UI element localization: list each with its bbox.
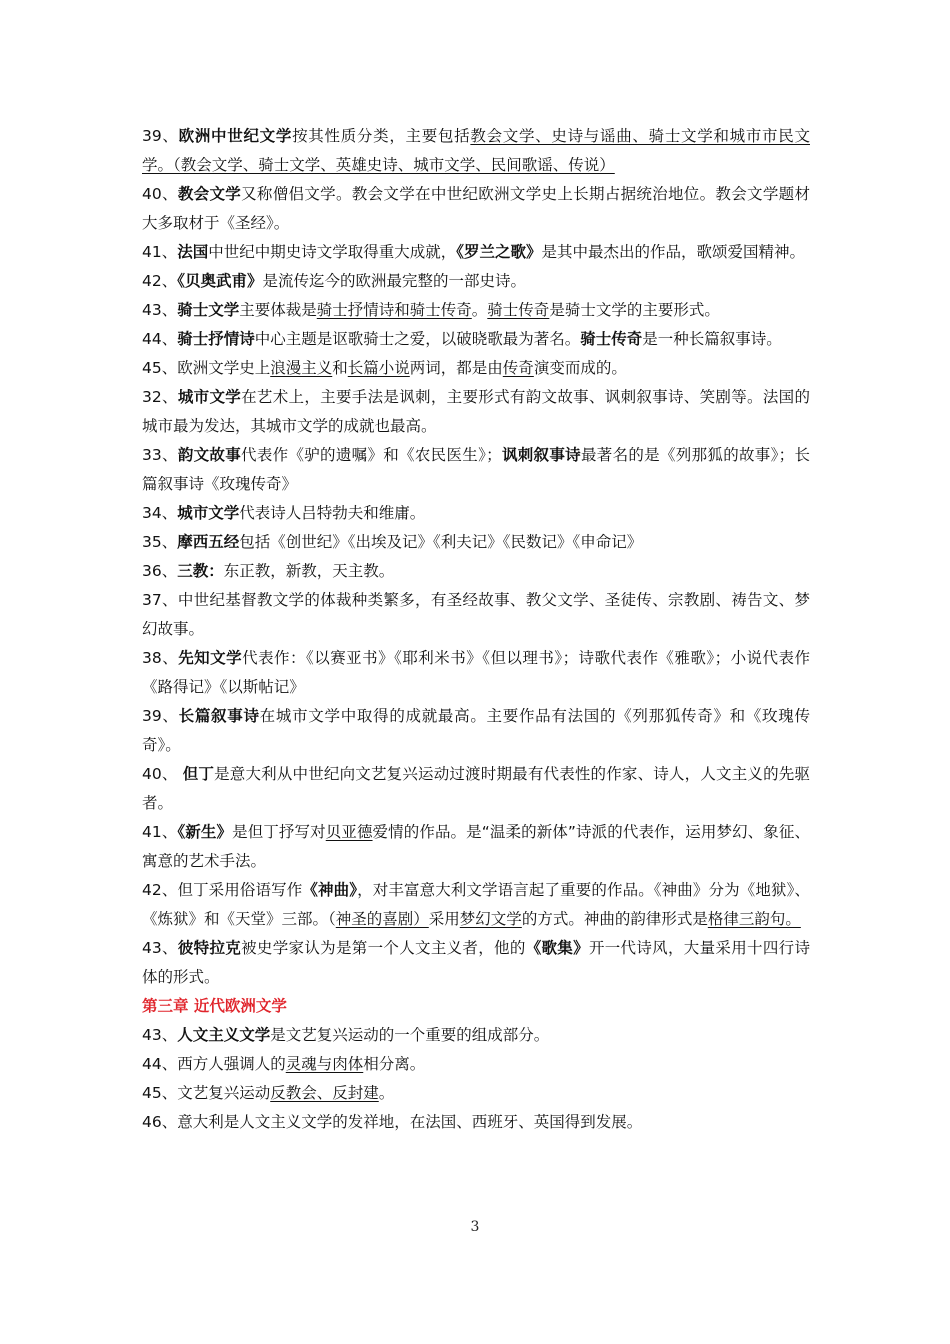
text-segment: 40、 [142,765,183,783]
text-segment: 开一代诗风，大量采用十四行诗体的形式。 [142,939,810,986]
bold-term: 彼特拉克 [177,939,242,957]
text-segment: 40、 [142,185,178,203]
paragraph [142,383,810,441]
paragraph [142,1108,810,1137]
bold-term: 人文主义文学 [177,1026,271,1044]
paragraph [142,354,810,383]
text-segment: 39、 [142,707,179,725]
text-segment: 爱情的作品。是“温柔的新体”诗派的代表作，运用梦幻、象征、寓意的艺术手法。 [142,823,810,870]
underlined-text: 格律三韵句。 [707,910,801,928]
chapter-heading: 第三章 近代欧洲文学 [142,997,287,1015]
text-segment: 。 [471,301,488,319]
text-segment: 的方式。神曲的韵律形式是 [521,910,708,928]
paragraph [142,122,810,180]
paragraph [142,1021,810,1050]
bold-term: 骑士传奇 [580,330,643,348]
text-segment: 43、 [142,301,178,319]
underlined-text: 长篇小说 [347,359,410,377]
bold-term: 先知文学 [178,649,243,667]
text-segment: 和 [332,359,348,377]
paragraph [142,818,810,876]
text-segment: 代表作：《以赛亚书》《耶利米书》《但以理书》；诗歌代表作《雅歌》；小说代表作《路得记》《以斯帖记》 [142,649,810,696]
text-segment: 中世纪中期史诗文学取得重大成就， [208,243,457,261]
underlined-text: 骑士抒情诗和骑士传奇 [316,301,472,319]
text-segment: 包括《创世纪》《出埃及记》《利夫记》《民数记》《申命记》 [239,533,643,551]
underlined-text: 灵魂与肉体 [285,1055,364,1073]
text-segment: 是但丁抒写对 [232,823,326,841]
bold-term: 摩西五经 [177,533,240,551]
text-segment: 44、西方人强调人的 [142,1055,286,1073]
text-segment: 是流传迄今的欧洲最完整的一部史诗。 [262,272,527,290]
text-segment: 42、但丁采用俗语写作 [142,881,303,899]
bold-term: 但丁 [182,765,215,783]
text-segment: 36、 [142,562,178,580]
paragraph [142,702,810,760]
underlined-text: 反教会、反封建 [270,1084,379,1102]
text-segment: 代表作《驴的遗嘱》和《农民医生》； [241,446,502,464]
text-segment: 42、 [142,272,178,290]
text-segment: 被史学家认为是第一个人文主义者，他的 [241,939,526,957]
text-segment: 46、意大利是人文主义文学的发祥地，在法国、西班牙、英国得到发展。 [142,1113,643,1131]
paragraph [142,876,810,934]
bold-term: 城市文学 [177,504,240,522]
bold-term: 城市文学 [177,388,242,406]
paragraph [142,1050,810,1079]
bold-term: 骑士文学 [177,301,240,319]
bold-term: 教会文学 [177,185,242,203]
paragraph [142,760,810,818]
paragraph [142,499,810,528]
text-segment: 主要体裁是 [239,301,317,319]
text-segment: 代表诗人吕特勃夫和维庸。 [239,504,426,522]
text-segment: 43、 [142,939,178,957]
paragraph [142,586,810,644]
underlined-text: 神圣的喜剧） [335,910,429,928]
text-segment: 38、 [142,649,179,667]
text-segment: 44、 [142,330,178,348]
text-segment: 是意大利从中世纪向文艺复兴运动过渡时期最有代表性的作家、诗人，人文主义的先驱者。 [142,765,810,812]
paragraph [142,1079,810,1108]
text-segment: 最著名的是《列那狐的故事》；长篇叙事诗《玫瑰传奇》 [142,446,810,493]
text-segment: 45、文艺复兴运动 [142,1084,271,1102]
text-segment: 是一种长篇叙事诗。 [642,330,782,348]
text-segment: 采用 [428,910,460,928]
bold-term: 法国 [177,243,209,261]
text-segment: 41、 [142,823,178,841]
paragraph [142,296,810,325]
text-segment: 两词，都是由 [409,359,503,377]
text-segment: 45、欧洲文学史上 [142,359,271,377]
bold-term: 长篇叙事诗 [178,707,260,725]
text-segment: 。 [378,1084,395,1102]
bold-term: 《新生》 [177,823,233,841]
underlined-text: 教会文学、史诗与谣曲、骑士文学和城市市民文学。（教会文学、骑士文学、英雄史诗、城市文学、民间歌谣、传说） [142,127,810,174]
text-segment: 33、 [142,446,178,464]
text-segment: 是文艺复兴运动的一个重要的组成部分。 [270,1026,550,1044]
text-segment: 相分离。 [363,1055,426,1073]
underlined-text: 贝亚德 [325,823,373,841]
underlined-text: 梦幻文学 [459,910,522,928]
bold-term: 《歌集》 [525,939,589,957]
bold-term: 韵文故事 [177,446,242,464]
text-segment: 43、 [142,1026,178,1044]
text-segment: 是其中最杰出的作品，歌颂爱国精神。 [541,243,806,261]
text-segment: 东正教，新教，天主教。 [223,562,395,580]
underlined-text: 浪漫主义 [270,359,333,377]
text-segment: 41、 [142,243,178,261]
text-segment: 按其性质分类，主要包括 [292,127,471,145]
text-segment: 又称僧侣文学。教会文学在中世纪欧洲文学史上长期占据统治地位。教会文学题材大多取材于《圣经》。 [142,185,810,232]
text-segment: 39、 [142,127,179,145]
paragraph [142,238,810,267]
paragraph [142,528,810,557]
underlined-text: 骑士传奇 [487,301,550,319]
bold-term: 三教： [177,562,224,580]
underlined-text: 传奇 [502,359,534,377]
paragraph [142,267,810,296]
paragraph [142,441,810,499]
text-segment: 在艺术上，主要手法是讽刺，主要形式有韵文故事、讽刺叙事诗、笑剧等。法国的城市最为发达，其城市文学的成就也最高。 [142,388,810,435]
text-segment: 中心主题是讴歌骑士之爱，以破晓歌最为著名。 [254,330,581,348]
paragraph [142,180,810,238]
text-segment: 是骑士文学的主要形式。 [549,301,720,319]
text-segment: 37、中世纪基督教文学的体裁种类繁多，有圣经故事、教父文学、圣徒传、宗教剧、祷告文、梦幻故事。 [142,591,810,638]
paragraph [142,934,810,992]
document-body [142,122,810,1137]
text-segment: 34、 [142,504,178,522]
paragraph [142,325,810,354]
bold-term: 《神曲》 [302,881,358,899]
text-segment: 35、 [142,533,178,551]
bold-term: 欧洲中世纪文学 [178,127,293,145]
paragraph [142,557,810,586]
text-segment: 演变而成的。 [533,359,627,377]
bold-term: 《罗兰之歌》 [456,243,542,261]
text-segment: 在城市文学中取得的成就最高。主要作品有法国的《列那狐传奇》和《玫瑰传奇》。 [142,707,810,754]
bold-term: 骑士抒情诗 [177,330,255,348]
text-segment: 32、 [142,388,178,406]
bold-term: 《贝奥武甫》 [177,272,263,290]
bold-term: 讽刺叙事诗 [501,446,581,464]
paragraph [142,644,810,702]
text-segment: ，对丰富意大利文学语言起了重要的作品。《神曲》分为《地狱》、《炼狱》和《天堂》三部。（ [142,881,810,928]
page-number: 3 [470,1219,480,1235]
